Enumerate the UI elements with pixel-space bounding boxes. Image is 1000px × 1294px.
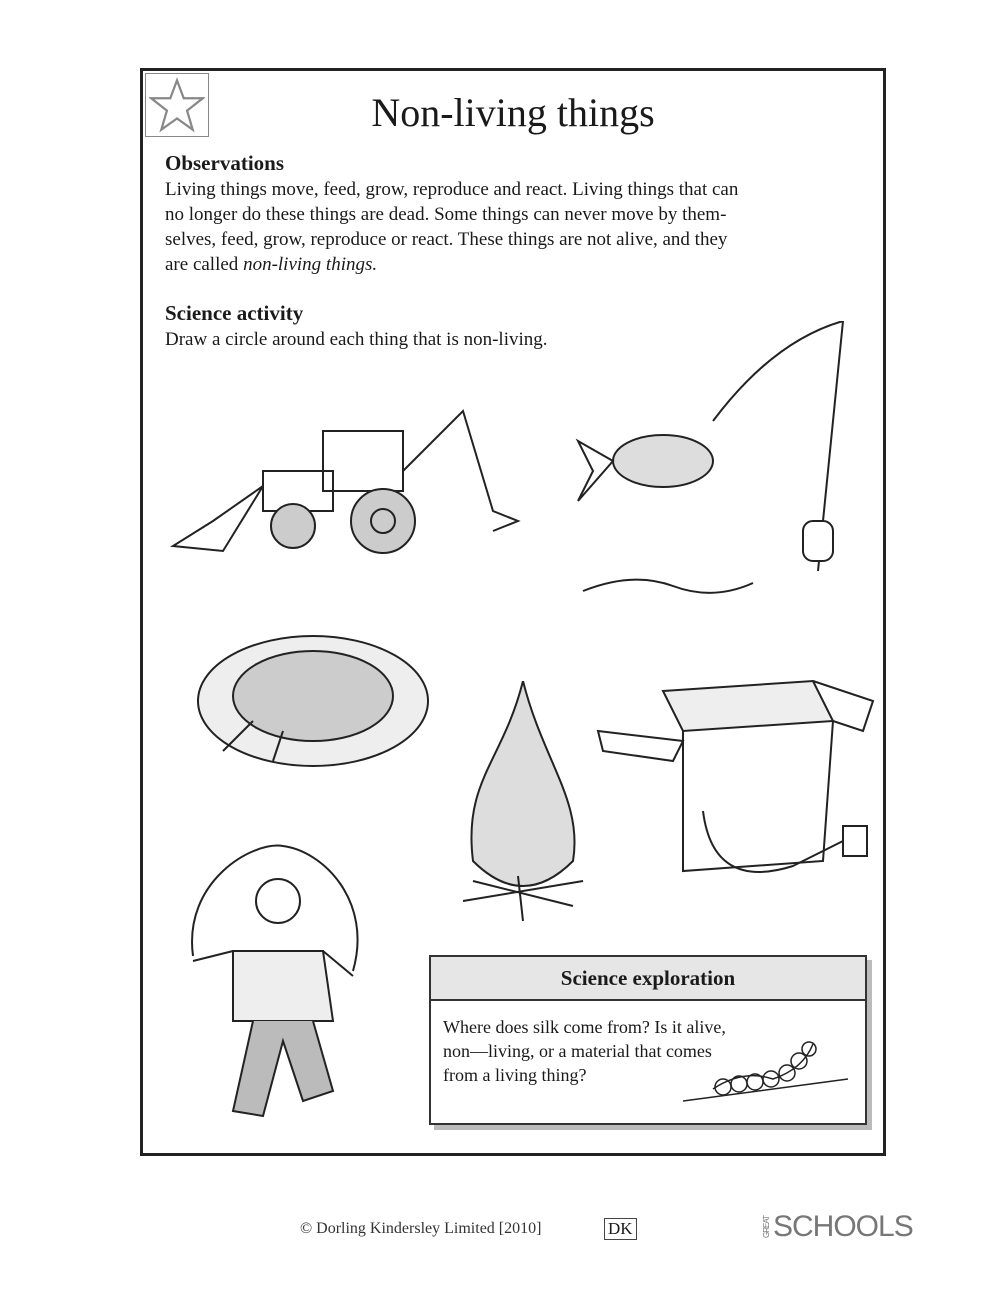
activity-instruction: Draw a circle around each thing that is non-living.: [165, 329, 548, 350]
campfire-illustration[interactable]: [443, 681, 603, 931]
science-exploration-box: [429, 955, 867, 1125]
copyright-text: © Dorling Kindersley Limited [2010]: [300, 1220, 542, 1237]
exploration-heading: Science exploration: [431, 957, 865, 1001]
exploration-text: Where does silk come from? Is it alive, non—living, or a material that comes from a living thing?: [443, 1017, 726, 1085]
backhoe-illustration[interactable]: [153, 401, 533, 561]
worksheet-frame: [140, 68, 886, 1156]
observations-text: Living things move, feed, grow, reproduce and react. Living things that can no longer do these things are dead. Some things can never move by them- selves, feed, grow, reproduce or react. These things are not alive, and they are called non-living things.: [165, 179, 739, 275]
greatschools-logo: GREAT SCHOOLS: [762, 1210, 913, 1243]
roast-chicken-illustration[interactable]: [193, 621, 433, 771]
silkworm-illustration: [683, 1039, 853, 1109]
fish-illustration[interactable]: [573, 321, 863, 601]
activity-heading: Science activity: [165, 301, 304, 325]
page-title: Non-living things: [371, 90, 655, 135]
observations-heading: Observations: [165, 151, 285, 175]
girl-jumping-rope-illustration[interactable]: [173, 841, 393, 1131]
dk-logo: DK: [604, 1218, 637, 1240]
photocopier-illustration[interactable]: [593, 671, 883, 901]
